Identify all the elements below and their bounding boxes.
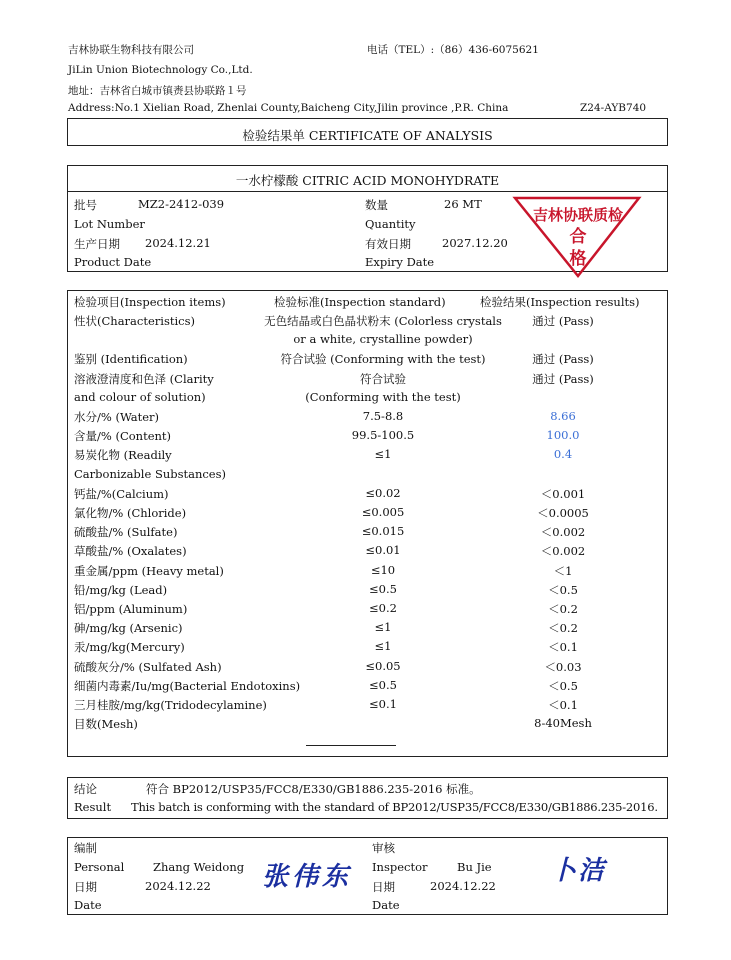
stamp-line-2: 合 — [569, 227, 587, 247]
compiler-label-en: Personal — [74, 860, 125, 874]
product-date-label-cn: 生产日期 — [74, 237, 120, 251]
row-item: Carbonizable Substances) — [74, 466, 227, 481]
row-result: ＜0.5 — [548, 582, 578, 597]
row-result: 通过 (Pass) — [532, 352, 594, 367]
conclusion-label-en: Result — [74, 800, 112, 814]
row-item: 溶液澄清度和色泽 (Clarity — [74, 371, 214, 386]
product-date: 2024.12.21 — [145, 236, 211, 250]
row-standard: ≤0.05 — [365, 658, 401, 673]
row-item: 水分/% (Water) — [74, 410, 160, 424]
row-result: ＜0.2 — [548, 602, 578, 616]
company-name-en: JiLin Union Biotechnology Co.,Ltd. — [68, 64, 253, 76]
conclusion-box — [67, 777, 668, 819]
conclusion-text-en: This batch is conforming with the standard of BP2012/USP35/FCC8/E330/GB1886.235-2016. — [131, 800, 658, 814]
row-item: 铝/ppm (Aluminum) — [74, 602, 188, 616]
row-item: 三月桂胺/mg/kg(Tridodecylamine) — [74, 698, 267, 712]
row-item: 重金属/ppm (Heavy metal) — [74, 563, 224, 578]
reviewer-date-label-cn: 日期 — [372, 880, 395, 894]
lot-number: MZ2-2412-039 — [138, 197, 225, 211]
compiler-date-label-cn: 日期 — [74, 880, 97, 894]
row-standard: ≤0.1 — [369, 697, 397, 711]
company-phone: 电话（TEL）:（86）436-6075621 — [367, 44, 539, 56]
certificate-title-box — [67, 118, 668, 146]
compiler-name: Zhang Weidong — [153, 860, 245, 874]
row-standard: ≤1 — [374, 620, 392, 635]
row-item: 氯化物/% (Chloride) — [74, 506, 187, 520]
row-result: ＜0.2 — [548, 621, 578, 636]
row-result: ＜0.002 — [540, 525, 586, 540]
row-standard: 7.5-8.8 — [362, 409, 404, 423]
reviewer-signature: 卜洁 — [550, 856, 607, 886]
product-date-label-en: Product Date — [74, 255, 152, 269]
header-inspection-results: 检验结果(Inspection results) — [480, 295, 640, 309]
row-standard: ≤0.5 — [369, 677, 397, 692]
row-result: ＜0.1 — [548, 698, 578, 712]
row-result: ＜0.1 — [548, 640, 578, 655]
reviewer-label-en: Inspector — [372, 860, 428, 874]
row-item: 草酸盐/% (Oxalates) — [74, 544, 187, 559]
row-result: 8-40Mesh — [534, 716, 592, 731]
company-name-cn: 吉林协联生物科技有限公司 — [68, 44, 194, 56]
product-name: 一水柠檬酸 CITRIC ACID MONOHYDRATE — [235, 173, 500, 188]
row-standard: or a white, crystalline powder) — [293, 332, 473, 347]
end-line — [306, 745, 396, 746]
stamp-line-1: 吉林协联质检 — [532, 206, 624, 224]
row-item: 铅/mg/kg (Lead) — [74, 582, 168, 597]
row-item: 细菌内毒素/Iu/mg(Bacterial Endotoxins) — [74, 678, 301, 693]
row-result: ＜0.001 — [540, 486, 586, 501]
certificate-title: 检验结果单 CERTIFICATE OF ANALYSIS — [242, 128, 493, 143]
row-standard: ≤1 — [374, 639, 392, 654]
row-item: and colour of solution) — [74, 389, 206, 404]
compiler-signature: 张伟东 — [262, 862, 353, 892]
inspection-table — [67, 290, 668, 757]
row-standard: ≤1 — [374, 447, 392, 462]
row-item: 目数(Mesh) — [74, 717, 138, 732]
row-item: 硫酸灰分/% (Sulfated Ash) — [74, 659, 222, 674]
quantity: 26 MT — [444, 197, 482, 211]
expiry-date-label-en: Expiry Date — [365, 255, 435, 269]
quantity-label-en: Quantity — [365, 217, 416, 231]
row-result: ＜0.0005 — [537, 506, 589, 520]
row-item: 易炭化物 (Readily — [74, 448, 172, 463]
row-result: ＜0.5 — [548, 678, 578, 693]
row-item: 钙盐/%(Calcium) — [74, 486, 169, 501]
row-standard: ≤0.2 — [369, 601, 397, 615]
lot-label-en: Lot Number — [74, 217, 145, 231]
row-standard: 符合试验 — [360, 371, 406, 386]
row-result: 8.66 — [550, 409, 576, 423]
lot-label-cn: 批号 — [74, 198, 97, 212]
header-inspection-standard: 检验标准(Inspection standard) — [274, 295, 446, 309]
row-standard: 无色结晶或白色晶状粉末 (Colorless crystals — [264, 314, 502, 328]
row-result: 0.4 — [553, 447, 573, 462]
company-address-en: Address:No.1 Xielian Road, Zhenlai County,Baicheng City,Jilin province ,P.R. China — [68, 102, 509, 114]
row-standard: (Conforming with the test) — [305, 389, 461, 404]
row-standard: ≤0.02 — [365, 485, 401, 500]
signoff-box — [67, 837, 668, 915]
document-code: Z24-AYB740 — [580, 102, 647, 114]
quality-stamp — [512, 194, 642, 279]
company-address-cn: 地址：吉林省白城市镇赉县协联路１号 — [68, 85, 247, 97]
header-inspection-items: 检验项目(Inspection items) — [74, 295, 226, 309]
row-result: ＜1 — [553, 563, 573, 578]
reviewer-date-label-en: Date — [372, 898, 400, 912]
reviewer-name: Bu Jie — [457, 860, 492, 874]
divider — [68, 191, 667, 192]
expiry-date-label-cn: 有效日期 — [365, 237, 411, 251]
reviewer-label-cn: 审核 — [372, 841, 395, 855]
row-standard: 符合试验 (Conforming with the test) — [280, 352, 486, 367]
row-item: 砷/mg/kg (Arsenic) — [74, 621, 183, 636]
row-result: 100.0 — [546, 428, 580, 443]
compiler-label-cn: 编制 — [74, 841, 97, 855]
row-standard: ≤0.01 — [365, 543, 401, 558]
conclusion-label-cn: 结论 — [74, 782, 97, 796]
conclusion-text-cn: 符合 BP2012/USP35/FCC8/E330/GB1886.235-2016 标准。 — [146, 782, 481, 796]
row-result: 通过 (Pass) — [532, 314, 594, 328]
row-result: 通过 (Pass) — [532, 371, 594, 386]
row-result: ＜0.002 — [540, 544, 586, 559]
row-standard: ≤0.005 — [361, 505, 405, 519]
compiler-date-label-en: Date — [74, 898, 102, 912]
row-standard: ≤0.5 — [369, 581, 397, 596]
quantity-label-cn: 数量 — [365, 198, 388, 212]
row-result: ＜0.03 — [544, 659, 582, 674]
row-standard: ≤0.015 — [361, 524, 405, 539]
row-item: 性状(Characteristics) — [74, 314, 195, 328]
row-item: 含量/% (Content) — [74, 429, 172, 444]
expiry-date: 2027.12.20 — [442, 236, 508, 250]
stamp-line-3: 格 — [569, 249, 587, 269]
row-item: 汞/mg/kg(Mercury) — [74, 640, 185, 655]
row-item: 硫酸盐/% (Sulfate) — [74, 525, 178, 540]
reviewer-date: 2024.12.22 — [430, 879, 496, 893]
row-standard: 99.5-100.5 — [351, 428, 415, 443]
row-item: 鉴别 (Identification) — [74, 352, 188, 367]
compiler-date: 2024.12.22 — [145, 879, 211, 893]
row-standard: ≤10 — [370, 562, 396, 577]
